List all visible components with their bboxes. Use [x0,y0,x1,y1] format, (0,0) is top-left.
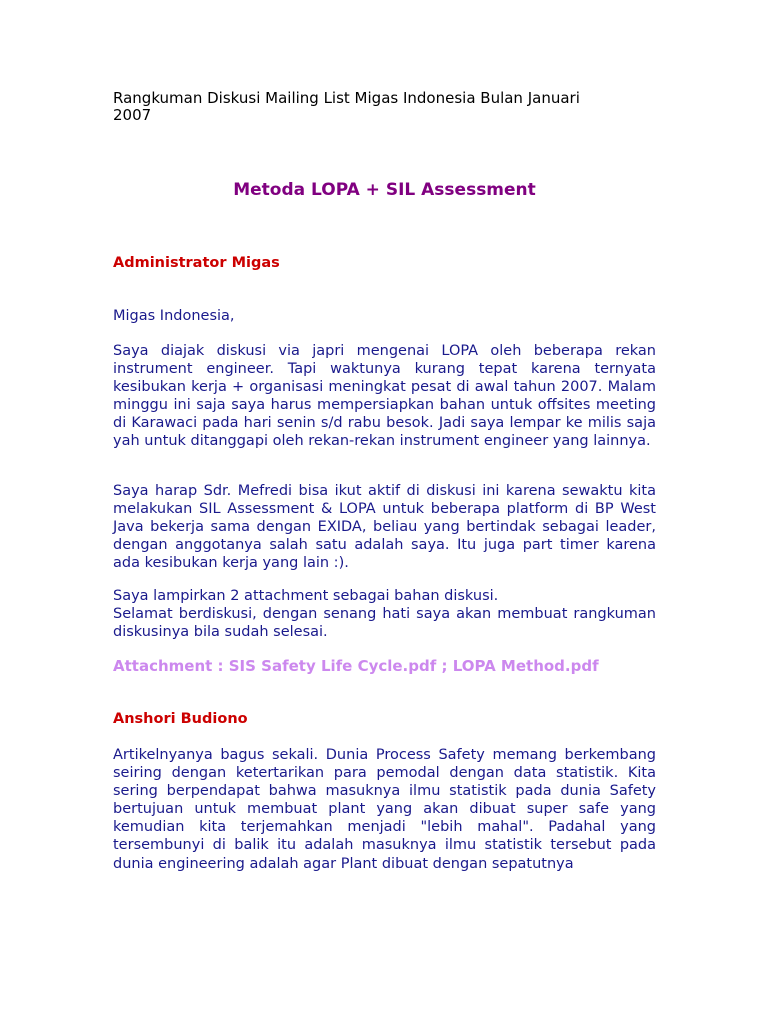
post-paragraph: Saya lampirkan 2 attachment sebagai bahan diskusi. [113,588,499,604]
header-line-2: 2007 [113,106,152,124]
post-greeting: Migas Indonesia, [113,308,235,324]
attachment-link[interactable]: Attachment : SIS Safety Life Cycle.pdf ; LOPA Method.pdf [113,657,599,675]
post-paragraph: Artikelnyanya bagus sekali. Dunia Process Safety memang berkembang seiring dengan ketertarikan para pemodal dengan data statistik. Kita sering berpendapat bahwa masuknya ilmu statistik pada dunia Safety bertujuan untuk membuat plant yang akan dibuat super safe yang kemudian kita terjemahkan menjadi "lebih mahal". Padahal yang tersembunyi di balik itu adalah masuknya ilmu statistik tersebut pada dunia engineering adalah agar Plant dibuat dengan sepatutnya [113,747,656,872]
document-title: Metoda LOPA + SIL Assessment [233,180,536,200]
post-author: Anshori Budiono [113,711,248,727]
post-paragraph: Selamat berdiskusi, dengan senang hati saya akan membuat rangkuman diskusinya bila sudah selesai. [113,606,656,641]
header-line-1: Rangkuman Diskusi Mailing List Migas Indonesia Bulan Januari [113,89,580,107]
document-header [113,90,656,124]
post-author: Administrator Migas [113,255,280,271]
post-paragraph: Saya harap Sdr. Mefredi bisa ikut aktif di diskusi ini karena sewaktu kita melakukan SIL Assessment & LOPA untuk beberapa platform di BP West Java bekerja sama dengan EXIDA, beliau yang bertindak sebagai leader, dengan anggotanya salah satu adalah saya. Itu juga part timer karena ada kesibukan kerja yang lain :). [113,483,656,572]
post-paragraph: Saya diajak diskusi via japri mengenai LOPA oleh beberapa rekan instrument engineer. Tapi waktunya kurang tepat karena ternyata kesibukan kerja + organisasi meningkat pesat di awal tahun 2007. Malam minggu ini saja saya harus mempersiapkan bahan untuk offsites meeting di Karawaci pada hari senin s/d rabu besok. Jadi saya lempar ke milis saja yah untuk ditanggapi oleh rekan-rekan instrument engineer yang lainnya. [113,343,656,450]
